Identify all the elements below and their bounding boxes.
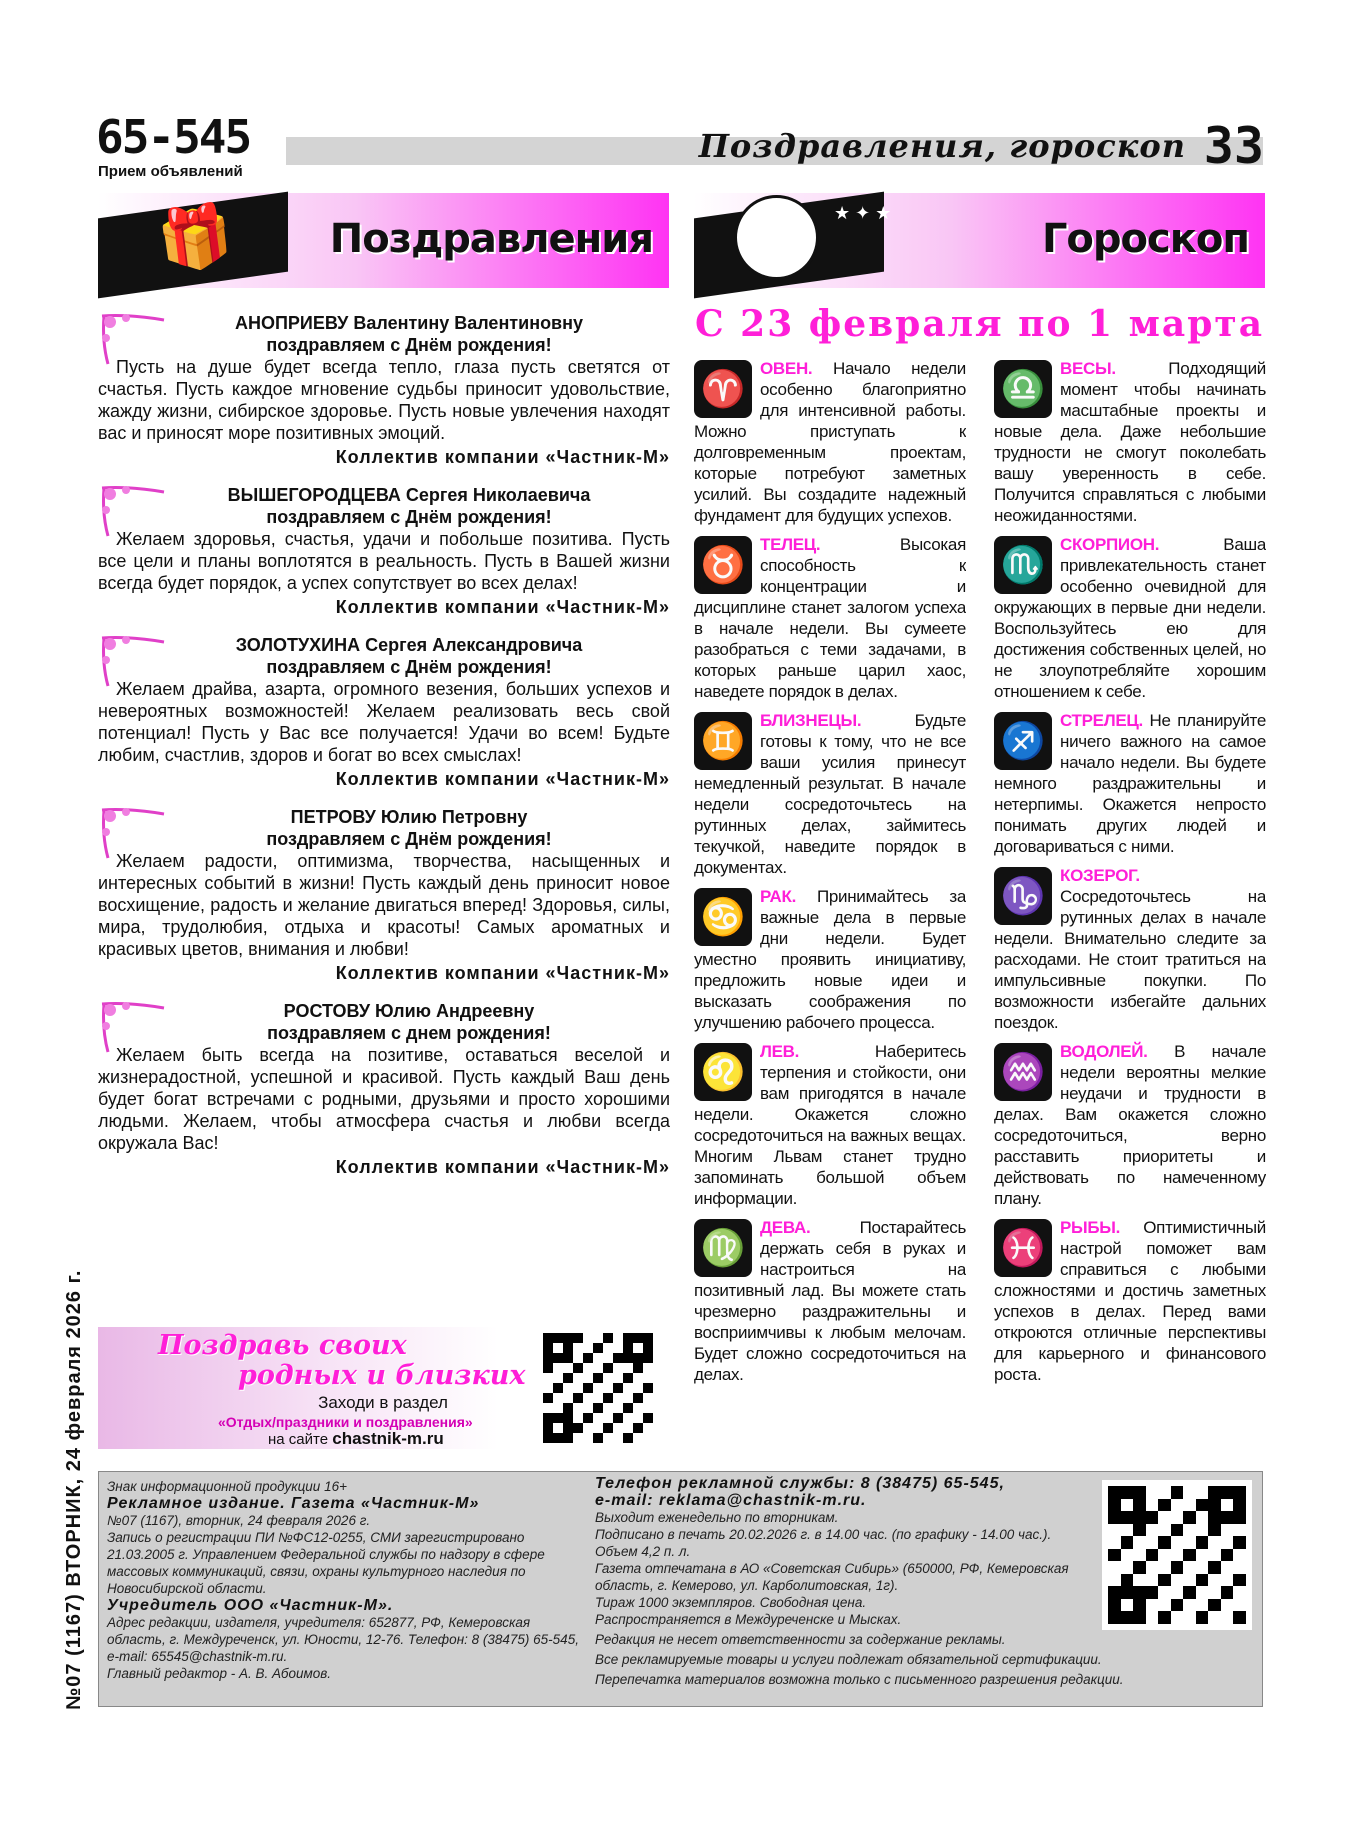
imprint-left-column	[107, 1478, 587, 1682]
imprint-line: Учредитель ООО «Частник-М».	[107, 1597, 394, 1614]
qr-code[interactable]	[543, 1333, 653, 1443]
greeting-signature: Коллектив компании «Частник-М»	[335, 769, 670, 789]
congrats-ad-banner[interactable]	[98, 1327, 669, 1449]
imprint-line: Распространяется в Междуреченске и Мысках.	[595, 1612, 902, 1627]
greeting-text: Желаем быть всегда на позитиве, оставаться веселой и жизнерадостной, успешной и красивой. Пусть каждый Ваш день будет богат встречами с родными, друзьями и просто хорошими людьми. Желаем, чтобы атмосфера счастья и любви всегда окружала Вас!	[98, 1045, 670, 1153]
page-number: 33	[1203, 117, 1264, 175]
flower-ornament-icon	[98, 1000, 168, 1055]
ad-phone-number: 65-545	[96, 110, 251, 164]
zodiac-icon: ♏	[994, 536, 1052, 594]
greeting-line: поздравляем с Днём рождения!	[266, 829, 552, 849]
ad-site-link[interactable]: chastnik-m.ru	[332, 1429, 444, 1448]
sign-text: Высокая способность к концентрации и дисциплине станет залогом успеха в начале недели. Вы сумеете разобраться с теми задачами, в которых раньше царил хаос, наведете порядок в делах.	[694, 535, 966, 701]
horoscope-sign	[694, 358, 966, 526]
sign-text: Оптимистичный настрой поможет вам справиться с любыми сложностями и достичь заметных успехов в делах. Перед вами откроются отличные перспективы для карьерного и финансового роста.	[994, 1218, 1266, 1384]
sign-name: БЛИЗНЕЦЫ.	[760, 711, 862, 730]
imprint-line: Перепечатка материалов возможна только с письменного разрешения редакции.	[595, 1672, 1124, 1687]
greeting-text: Желаем радости, оптимизма, творчества, насыщенных и интересных событий в жизни! Пусть каждый день приносит новое восхищение, радость и желание двигаться вперед! Здоровья, силы, мира, трудолюбия, отдыха и красоты! Самых ароматных и красивых цветов, внимания и любви!	[98, 851, 670, 959]
zodiac-icon: ♑	[994, 867, 1052, 925]
section-title: Поздравления, гороскоп	[698, 127, 1186, 165]
imprint-line: Редакция не несет ответственности за содержание рекламы.	[595, 1632, 1006, 1647]
imprint-line: Тираж 1000 экземпляров. Свободная цена.	[595, 1595, 867, 1610]
horoscope-sign	[694, 886, 966, 1033]
horoscope-sign	[994, 865, 1266, 1033]
congrats-banner	[98, 193, 669, 288]
ad-section-name: «Отдых/праздники и поздравления»	[218, 1414, 473, 1430]
imprint-line: Газета отпечатана в АО «Советская Сибирь» (650000, РФ, Кемеровская область, г. Кемерово, ул. Карболитовская, 1г).	[595, 1561, 1069, 1593]
greeting-line: поздравляем с Днём рождения!	[266, 507, 552, 527]
greeting-signature: Коллектив компании «Частник-М»	[335, 447, 670, 467]
congrats-item	[98, 312, 670, 468]
greeting-line: поздравляем с Днём рождения!	[266, 657, 552, 677]
imprint-line: Адрес редакции, издателя, учредителя: 652877, РФ, Кемеровская область, г. Междуреченск, ул. Юности, 12-76. Телефон: 8 (38475) 65-545, e-mail: 65545@chastnik-m.ru.	[107, 1615, 579, 1664]
greeting-line: поздравляем с днем рождения!	[267, 1023, 551, 1043]
sign-text: Будьте готовы к тому, что не все ваши усилия принесут немедленный результат. В начале недели сосредоточьтесь на рутинных делах, займитесь текучкой, наведите порядок в документах.	[694, 711, 966, 877]
ad-site-line	[268, 1430, 444, 1449]
recipient-name: ЗОЛОТУХИНА Сергея Александровича	[235, 635, 583, 655]
sign-name: ОВЕН.	[760, 359, 813, 378]
zodiac-icon: ♌	[694, 1043, 752, 1101]
horoscope-sign	[694, 534, 966, 702]
sign-name: СТРЕЛЕЦ.	[1060, 711, 1143, 730]
sign-name: РЫБЫ.	[1060, 1218, 1121, 1237]
imprint-line: Запись о регистрации ПИ №ФС12-0255, СМИ зарегистрировано 21.03.2005 г. Управлением Федеральной службы по надзору в сфере массовых коммуникаций, связи, охраны культурного наследия по Новосибирской области.	[107, 1530, 545, 1596]
recipient-name: РОСТОВУ Юлию Андреевну	[283, 1001, 535, 1021]
ad-line2: родных и близких	[238, 1360, 526, 1391]
horoscope-sign	[694, 710, 966, 878]
imprint-right-top	[595, 1475, 1093, 1628]
sign-name: ВЕСЫ.	[1060, 359, 1116, 378]
sign-text: Ваша привлекательность станет особенно очевидной для окружающих в первые дни недели. Воспользуйтесь ею для достижения собственных целей, но не злоупотребляйте хорошим отношением к себе.	[994, 535, 1266, 701]
greeting-signature: Коллектив компании «Частник-М»	[335, 1157, 670, 1177]
horoscope-heading: Гороскоп	[1041, 216, 1249, 262]
sign-text: Постарайтесь держать себя в руках и настроиться на позитивный лад. Вы можете стать чрезмерно раздражительны и восприимчивы к любым мелочам. Будет сложно сосредоточиться на делах.	[694, 1218, 966, 1384]
gift-icon: 🎁	[153, 199, 237, 276]
congrats-item	[98, 1000, 670, 1178]
sign-name: ДЕВА.	[760, 1218, 811, 1237]
greeting-line: поздравляем с Днём рождения!	[266, 335, 552, 355]
imprint-line: Выходит еженедельно по вторникам.	[595, 1510, 839, 1525]
horoscope-sign	[994, 534, 1266, 702]
imprint-line: Подписано в печать 20.02.2026 г. в 14.00 час. (по графику - 14.00 час.). Объем 4,2 п. л.	[595, 1527, 1052, 1559]
sign-name: РАК.	[760, 887, 797, 906]
sign-name: КОЗЕРОГ.	[1060, 866, 1140, 885]
sign-text: Наберитесь терпения и стойкости, они вам пригодятся в начале недели. Окажется сложно сосредоточиться на важных вещах. Многим Львам станет трудно запоминать большой объем информации.	[694, 1042, 966, 1208]
sign-name: СКОРПИОН.	[1060, 535, 1160, 554]
horoscope-sign	[994, 1217, 1266, 1385]
horoscope-date-range: С 23 февраля по 1 марта	[694, 303, 1265, 345]
sign-name: ЛЕВ.	[760, 1042, 800, 1061]
zodiac-icon: ♒	[994, 1043, 1052, 1101]
congrats-item	[98, 634, 670, 790]
flower-ornament-icon	[98, 312, 168, 367]
imprint-line: Знак информационной продукции 16+	[107, 1479, 347, 1494]
greeting-signature: Коллектив компании «Частник-М»	[335, 597, 670, 617]
imprint-line: Телефон рекламной службы: 8 (38475) 65-545,	[595, 1475, 1005, 1492]
imprint-line: Рекламное издание. Газета «Частник-М»	[107, 1495, 480, 1512]
imprint-line: Главный редактор - А. В. Абоимов.	[107, 1666, 332, 1681]
zodiac-icon: ♋	[694, 888, 752, 946]
zodiac-icon: ♊	[694, 712, 752, 770]
imprint-line: Все рекламируемые товары и услуги подлежат обязательной сертификации.	[595, 1652, 1102, 1667]
zodiac-icon: ♐	[994, 712, 1052, 770]
zodiac-icon: ♍	[694, 1219, 752, 1277]
greeting-text: Пусть на душе будет всегда тепло, глаза пусть светятся от счастья. Пусть каждое мгновение судьбы приносит удовольствие, жажду жизни, сибирское здоровье. Пусть новые увлечения находят вас и приносят море позитивных эмоций.	[98, 357, 670, 443]
greeting-signature: Коллектив компании «Частник-М»	[335, 963, 670, 983]
horoscope-sign	[694, 1217, 966, 1385]
zodiac-icon: ♈	[694, 360, 752, 418]
recipient-name: ВЫШЕГОРОДЦЕВА Сергея Николаевича	[227, 485, 591, 505]
ad-line3: Заходи в раздел	[318, 1393, 448, 1412]
congrats-heading: Поздравления	[329, 216, 653, 262]
zodiac-icon: ♎	[994, 360, 1052, 418]
horoscope-sign	[994, 710, 1266, 857]
congrats-item	[98, 484, 670, 618]
ad-line1: Поздравь своих	[158, 1330, 407, 1361]
zodiac-icon: ♉	[694, 536, 752, 594]
sign-text: Не планируйте ничего важного на самое начало недели. Вы будете немного раздражительны и нетерпимы. Окажется непросто понимать других людей и договариваться с ними.	[994, 711, 1266, 856]
horoscope-column-right	[994, 358, 1266, 1393]
imprint-footer	[98, 1471, 1263, 1707]
zodiac-icon: ♓	[994, 1219, 1052, 1277]
ad-site-prefix: на сайте	[268, 1431, 333, 1448]
imprint-line: e-mail: reklama@chastnik-m.ru.	[595, 1492, 867, 1509]
horoscope-sign	[994, 358, 1266, 526]
congrats-column	[98, 312, 670, 1194]
horoscope-banner	[694, 193, 1265, 288]
sign-text: Начало недели особенно благоприятно для интенсивной работы. Можно приступать к долговременным проектам, которые потребуют заметных усилий. Вы создадите надежный фундамент для будущих успехов.	[694, 359, 966, 525]
sign-name: ВОДОЛЕЙ.	[1060, 1042, 1148, 1061]
sign-name: ТЕЛЕЦ.	[760, 535, 821, 554]
horoscope-sign	[694, 1041, 966, 1209]
issue-vertical-label: №07 (1167) ВТОРНИК, 24 февраля 2026 г.	[63, 1269, 85, 1710]
footer-qr-code[interactable]	[1102, 1480, 1252, 1630]
moon-face-icon	[734, 195, 819, 280]
horoscope-column-left	[694, 358, 966, 1393]
congrats-item	[98, 806, 670, 984]
greeting-text: Желаем здоровья, счастья, удачи и побольше позитива. Пусть все цели и планы воплотятся в реальность. Пусть в Вашей жизни всегда будет порядок, а успех сопутствует во всех делах!	[98, 529, 670, 593]
recipient-name: АНОПРИЕВУ Валентину Валентиновну	[234, 313, 584, 333]
sign-text: Принимайтесь за важные дела в первые дни недели. Будет уместно проявить инициативу, предложить новые идеи и высказать соображения по улучшению рабочего процесса.	[694, 887, 966, 1032]
stars-icon: ★ ✦ ★	[834, 203, 892, 223]
sign-text: Сосредоточьтесь на рутинных делах в начале недели. Внимательно следите за расходами. Не стоит тратиться на импульсивные покупки. По возможности избегайте дальних поездок.	[994, 887, 1266, 1032]
flower-ornament-icon	[98, 484, 168, 539]
horoscope-sign	[994, 1041, 1266, 1209]
imprint-line: №07 (1167), вторник, 24 февраля 2026 г.	[107, 1513, 371, 1528]
greeting-text: Желаем драйва, азарта, огромного везения, больших успехов и невероятных возможностей! Желаем реализовать весь свой потенциал! Пусть у Вас все получается! Удачи во всем! Будьте любим, счастлив, здоров и богат во всех смыслах!	[98, 679, 670, 765]
flower-ornament-icon	[98, 806, 168, 861]
sign-text: В начале недели вероятны мелкие неудачи и трудности в делах. Вам окажется сложно сосредоточиться, верно расставить приоритеты и действовать по намеченному плану.	[994, 1042, 1266, 1208]
ad-phone-caption: Прием объявлений	[98, 163, 243, 180]
recipient-name: ПЕТРОВУ Юлию Петровну	[290, 807, 528, 827]
sign-text: Подходящий момент чтобы начинать масштабные проекты и новые дела. Даже небольшие трудности не смогут поколебать вашу уверенность в себе. Получится справляться с любыми неожиданностями.	[994, 359, 1266, 525]
flower-ornament-icon	[98, 634, 168, 689]
